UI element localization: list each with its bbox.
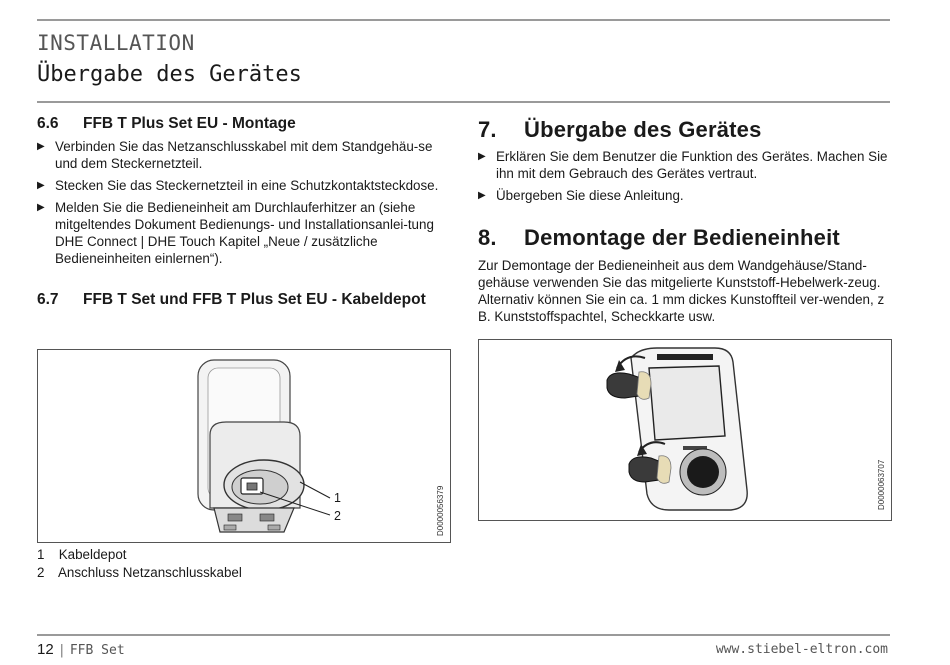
section-title: FFB T Set und FFB T Plus Set EU - Kabeldepot [83, 291, 426, 308]
list-item: ▶ Stecken Sie das Steckernetzteil in eine Schutzkontaktsteckdose. [37, 177, 449, 194]
list-item: ▶ Erklären Sie dem Benutzer die Funktion des Gerätes. Machen Sie ihn mit dem Gebrauch des Gerätes vertraut. [478, 148, 890, 182]
callout-1: 1 [334, 491, 341, 505]
footer-url: www.stiebel-eltron.com [715, 642, 888, 657]
footer-separator: | [57, 643, 66, 658]
footer-left [37, 641, 125, 658]
section-title: Demontage der Bedieneinheit [524, 225, 840, 250]
header-rule [37, 101, 890, 103]
legend-number: 2 [37, 564, 45, 580]
figure-code: D0000063707 [877, 459, 886, 510]
section-8-body: Zur Demontage der Bedieneinheit aus dem Wandgehäuse/Stand-gehäuse verwenden Sie das mitgelierte Kunststoff-Hebelwerk-zeug. Alternativ können Sie ein ca. 1 mm dickes Kunstoffteil ver-wenden, z B. Kunststoffspachtel, Scheckkarte usw. [478, 258, 885, 324]
header-kicker: INSTALLATION [37, 31, 195, 55]
callout-2: 2 [334, 509, 341, 523]
figure-legend [37, 546, 242, 581]
section-number: 7. [478, 117, 497, 142]
legend-item [37, 564, 242, 582]
footer-doc-name: FFB Set [69, 643, 125, 658]
section-number: 6.6 [37, 115, 59, 132]
top-rule [37, 19, 890, 21]
right-column [478, 115, 890, 325]
section-6-7-heading [37, 291, 449, 309]
header-title: Übergabe des Gerätes [37, 62, 302, 87]
cable-depot-illustration [38, 350, 450, 542]
left-column [37, 115, 449, 309]
list-item: ▶ Übergeben Sie diese Anleitung. [478, 187, 890, 204]
legend-item [37, 546, 242, 564]
cable-depot-figure [37, 349, 451, 543]
page-number: 12 [37, 641, 54, 658]
legend-number: 1 [37, 547, 45, 562]
section-title: FFB T Plus Set EU - Montage [83, 115, 296, 132]
section-7-list [478, 148, 890, 204]
list-item: ▶ Verbinden Sie das Netzanschlusskabel mit dem Standgehäu-se und dem Steckernetzteil. [37, 138, 449, 172]
section-number: 8. [478, 225, 497, 250]
section-8-heading [478, 225, 890, 251]
list-item: ▶ Melden Sie die Bedieneinheit am Durchlauferhitzer an (siehe mitgeltendes Dokument Bedienungs- und Installationsanlei-tung DHE Connect | DHE Touch Kapitel „Neue / zusätzliche Bedieneinheiten einlernen“). [37, 199, 449, 267]
section-6-6-list [37, 138, 449, 267]
disassembly-figure [478, 339, 892, 521]
section-7-heading [478, 117, 890, 143]
disassembly-illustration [479, 340, 891, 520]
legend-text: Anschluss Netzanschlusskabel [57, 564, 242, 580]
section-number: 6.7 [37, 291, 59, 308]
section-6-6-heading [37, 115, 449, 133]
figure-code: D0000056379 [436, 485, 445, 536]
footer-rule [37, 634, 890, 636]
section-title: Übergabe des Gerätes [524, 117, 762, 142]
legend-text: Kabeldepot [58, 547, 127, 562]
